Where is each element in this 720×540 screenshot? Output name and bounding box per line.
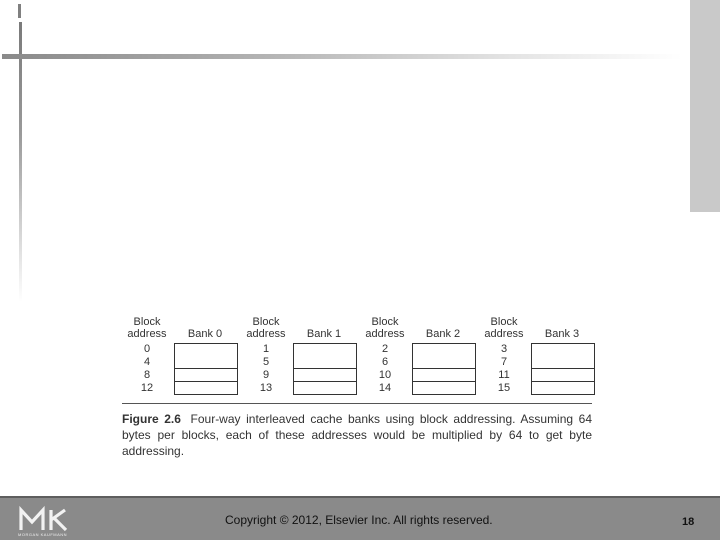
bank-cell (412, 343, 476, 357)
bank-label: Bank 3 (544, 328, 580, 340)
bank-cell (174, 343, 238, 357)
block-address-header: Block address (365, 316, 405, 340)
block-address-header: Block address (246, 316, 286, 340)
block-address-value: 10 (378, 369, 392, 381)
bank-cell (531, 356, 595, 369)
bank-label: Bank 1 (306, 328, 342, 340)
bank-cell (531, 382, 595, 395)
block-address-value: 7 (500, 356, 508, 368)
block-address-header: Block address (127, 316, 167, 340)
decorative-right-block (690, 0, 720, 212)
figure-caption-text: Four-way interleaved cache banks using block addressing. Assuming 64 bytes per blocks, each of these addresses would be multiplied by 64 to get byte addressing. (122, 412, 592, 458)
bank-cell (531, 369, 595, 382)
bank-cell (412, 369, 476, 382)
block-address-value: 3 (500, 343, 508, 355)
bank-cell (412, 382, 476, 395)
bank-cell (293, 369, 357, 382)
figure-label: Figure 2.6 (122, 412, 181, 426)
block-address-value: 5 (262, 356, 270, 368)
block-address-value: 4 (143, 356, 151, 368)
block-address-value: 14 (378, 382, 392, 394)
block-address-value: 11 (498, 369, 510, 381)
slide-footer (0, 496, 720, 540)
copyright-text: Copyright © 2012, Elsevier Inc. All rights reserved. (225, 513, 493, 527)
decorative-horizontal-line (2, 54, 682, 59)
bank-label: Bank 2 (425, 328, 461, 340)
page-number: 18 (682, 516, 695, 528)
bank-cell (293, 356, 357, 369)
figure-caption (122, 411, 592, 459)
bank-cell (412, 356, 476, 369)
caption-rule (122, 403, 592, 404)
bank-cell (174, 356, 238, 369)
bank-cell (174, 369, 238, 382)
block-address-value: 2 (381, 343, 389, 355)
block-address-value: 13 (259, 382, 273, 394)
bank-cell (174, 382, 238, 395)
decorative-vertical-line (19, 22, 22, 302)
block-address-value: 8 (143, 369, 151, 381)
block-address-value: 12 (140, 382, 154, 394)
bank-cell (293, 343, 357, 357)
block-address-value: 0 (143, 343, 151, 355)
block-address-value: 15 (497, 382, 511, 394)
logo-subtext: MORGAN KAUFMANN (18, 532, 68, 537)
block-address-value: 1 (262, 343, 270, 355)
decorative-top-bar (18, 4, 21, 18)
block-address-header: Block address (484, 316, 524, 340)
bank-cell (293, 382, 357, 395)
bank-cell (531, 343, 595, 357)
block-address-value: 9 (262, 369, 270, 381)
block-address-value: 6 (381, 356, 389, 368)
bank-label: Bank 0 (187, 328, 223, 340)
